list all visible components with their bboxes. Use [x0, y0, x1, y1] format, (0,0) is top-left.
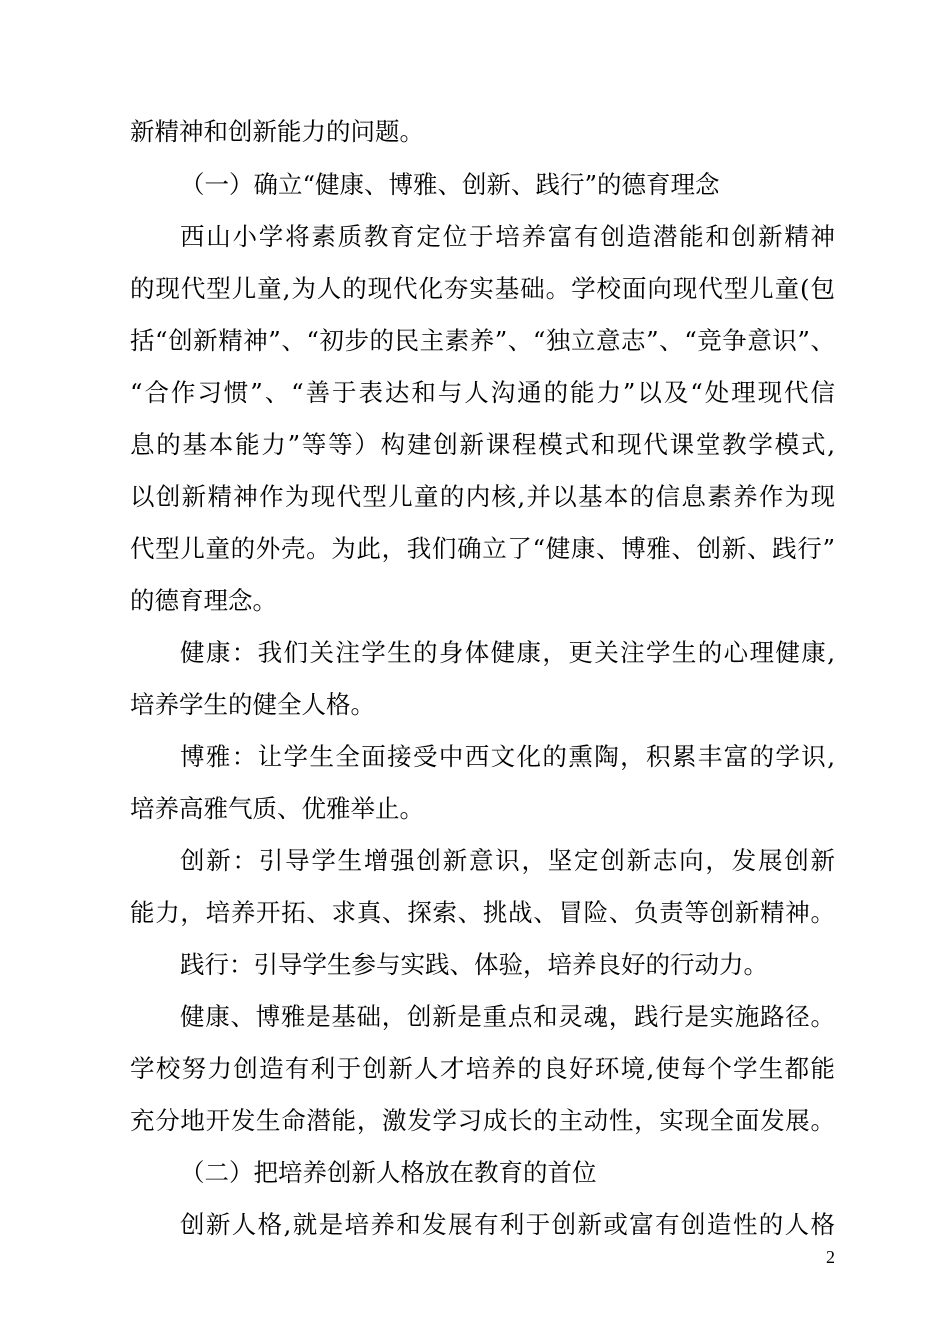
body-text-line: 培养高雅气质、优雅举止。	[130, 794, 424, 823]
body-text-line: 新精神和创新能力的问题。	[130, 117, 424, 146]
body-text-line: 培养学生的健全人格。	[130, 690, 375, 719]
body-text-line: 博雅：让学生全面接受中西文化的熏陶，积累丰富的学识,	[180, 742, 835, 771]
body-text-line: 西山小学将素质教育定位于培养富有创造潜能和创新精神	[180, 222, 835, 251]
body-text-line: 能力，培养开拓、求真、探索、挑战、冒险、负责等创新精神。	[130, 898, 835, 927]
body-text-line: “合作习惯”、“善于表达和与人沟通的能力”以及“处理现代信	[130, 378, 835, 407]
body-text-line: 践行：引导学生参与实践、体验，培养良好的行动力。	[180, 950, 768, 979]
body-text-line: 息的基本能力”等等）构建创新课程模式和现代课堂教学模式,	[130, 430, 835, 459]
body-text-line: 学校努力创造有利于创新人才培养的良好环境,使每个学生都能	[130, 1054, 835, 1083]
body-text-line: 的德育理念。	[130, 586, 277, 615]
section-heading: （一）确立“健康、博雅、创新、践行”的德育理念	[180, 170, 720, 199]
body-text-line: 括“创新精神”、“初步的民主素养”、“独立意志”、“竞争意识”、	[130, 326, 835, 355]
section-heading: （二）把培养创新人格放在教育的首位	[180, 1158, 597, 1187]
body-text-line: 代型儿童的外壳。为此，我们确立了“健康、博雅、创新、践行”	[130, 534, 835, 563]
body-text-line: 创新人格,就是培养和发展有利于创新或富有创造性的人格	[180, 1210, 835, 1239]
body-text-line: 创新：引导学生增强创新意识，坚定创新志向，发展创新	[180, 846, 835, 875]
body-text-line: 健康：我们关注学生的身体健康，更关注学生的心理健康,	[180, 638, 835, 667]
body-text-line: 充分地开发生命潜能，激发学习成长的主动性，实现全面发展。	[130, 1106, 835, 1135]
page-number: 2	[826, 1247, 835, 1267]
body-text-line: 健康、博雅是基础，创新是重点和灵魂，践行是实施路径。	[180, 1002, 835, 1031]
body-text-line: 以创新精神作为现代型儿童的内核,并以基本的信息素养作为现	[130, 482, 835, 511]
body-text-line: 的现代型儿童,为人的现代化夯实基础。学校面向现代型儿童(包	[130, 274, 835, 303]
